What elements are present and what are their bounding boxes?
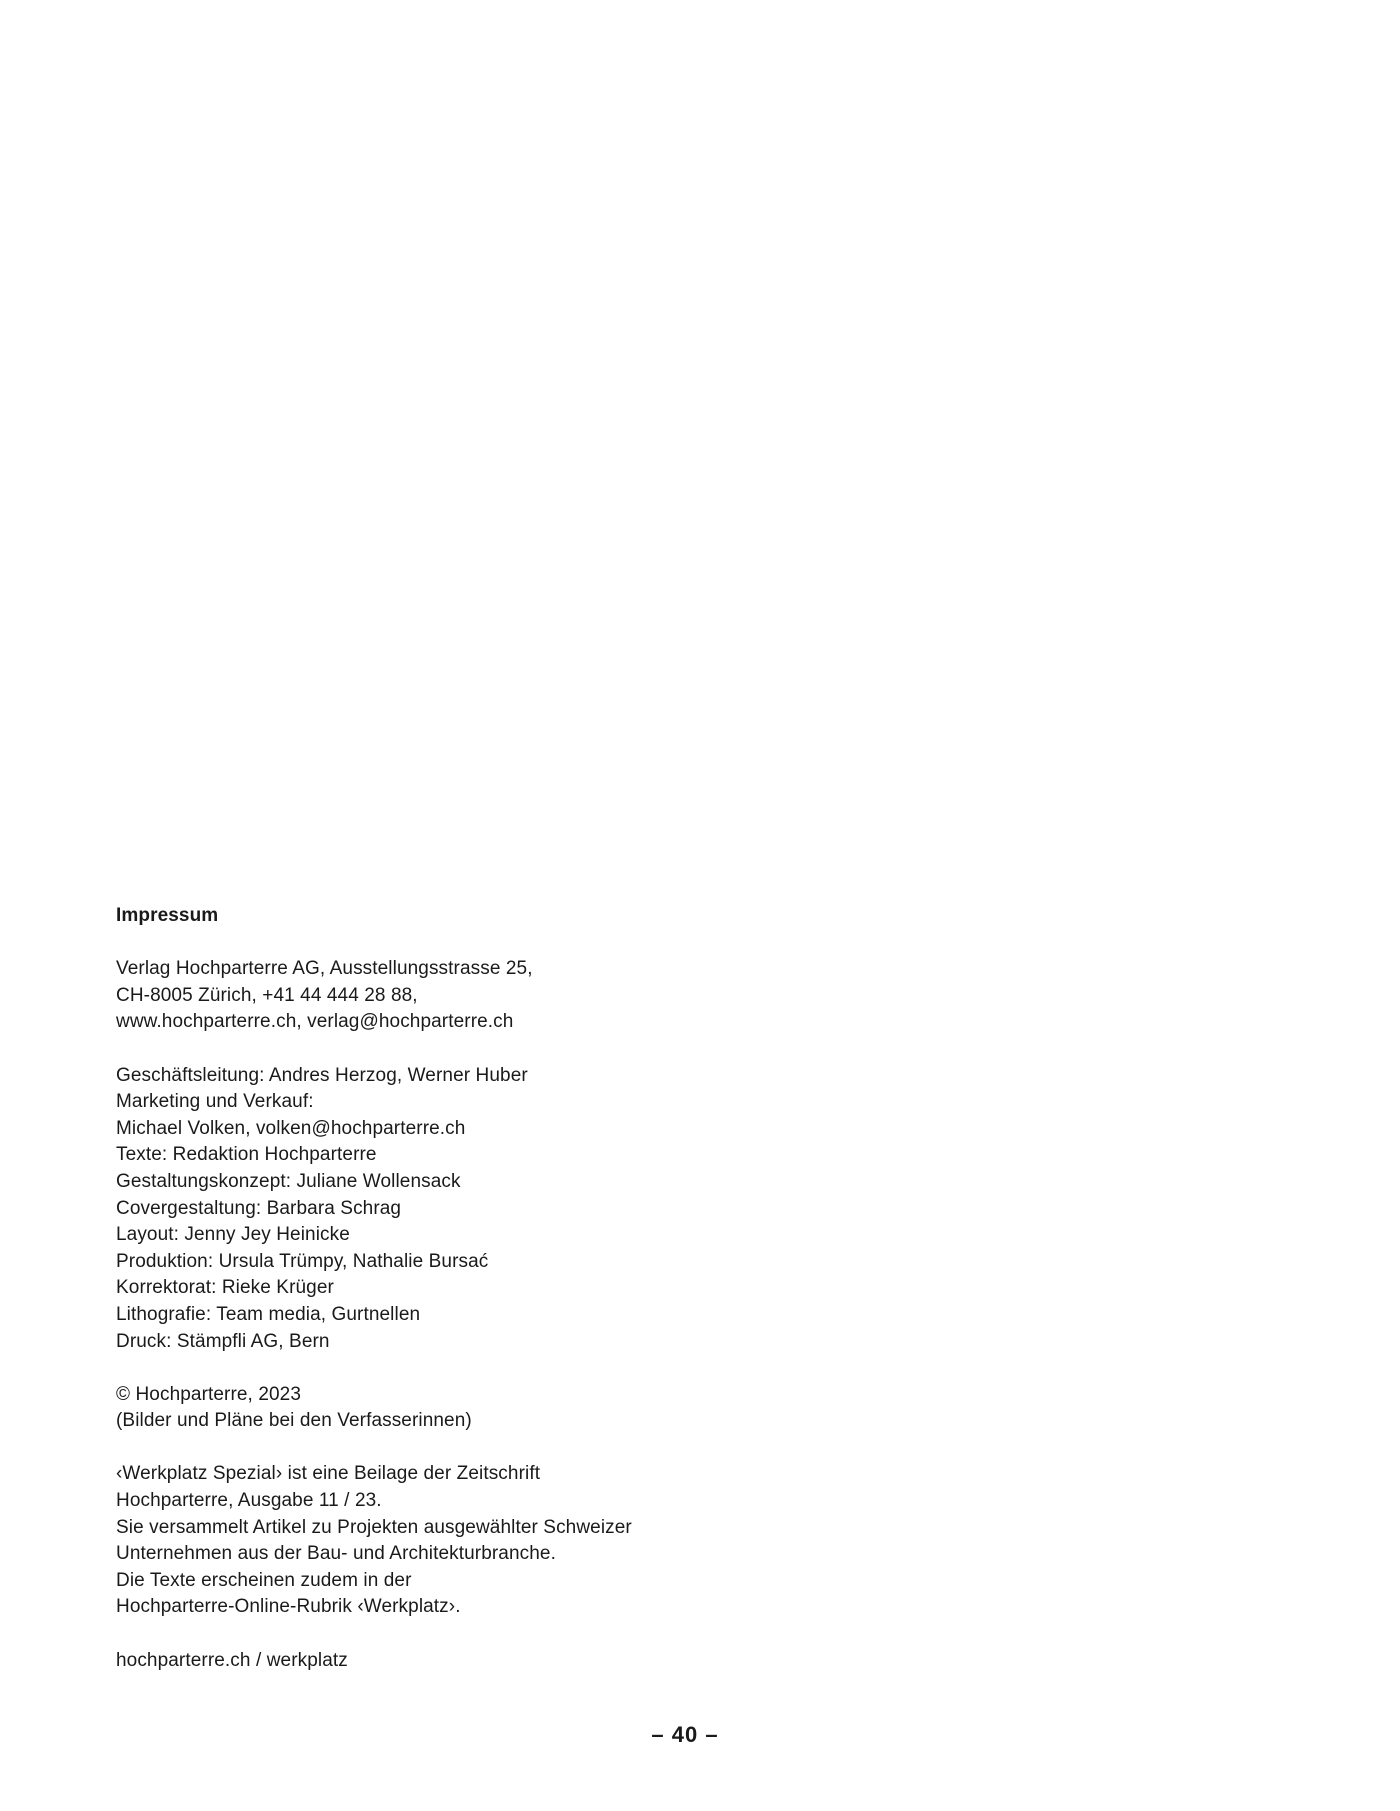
publisher-website-link[interactable]: www.hochparterre.ch, verlag@hochparterre.ch [116,1011,514,1033]
supplement-line-2: Hochparterre, Ausgabe 11 / 23. [116,1490,382,1512]
publisher-web-email-line [116,1009,716,1036]
credit-proofreading: Korrektorat: Rieke Krüger [116,1277,334,1299]
supplement-line-1: ‹Werkplatz Spezial› ist eine Beilage der Zeitschrift [116,1463,541,1485]
credits-paragraph [116,1063,716,1356]
werkplatz-link-paragraph [116,1648,716,1675]
credit-management: Geschäftsleitung: Andres Herzog, Werner Huber [116,1064,528,1086]
image-credits-line: (Bilder und Pläne bei den Verfasserinnen) [116,1410,472,1432]
credit-production: Produktion: Ursula Trümpy, Nathalie Bursać [116,1250,489,1272]
supplement-line-6: Hochparterre-Online-Rubrik ‹Werkplatz›. [116,1596,461,1618]
credit-cover-design: Covergestaltung: Barbara Schrag [116,1197,402,1219]
publisher-paragraph [116,956,716,1036]
supplement-description-paragraph [116,1461,716,1621]
publisher-city-phone-line: CH-8005 Zürich, +41 44 444 28 88, [116,984,418,1006]
credit-printing: Druck: Stämpfli AG, Bern [116,1330,330,1352]
page-number: – 40 – [651,1722,719,1747]
credit-texts: Texte: Redaktion Hochparterre [116,1144,377,1166]
supplement-line-3: Sie versammelt Artikel zu Projekten ausgewählter Schweizer [116,1516,632,1538]
impressum-heading: Impressum [116,905,219,926]
credit-marketing-contact: Michael Volken, volken@hochparterre.ch [116,1117,466,1139]
supplement-line-5: Die Texte erscheinen zudem in der [116,1569,412,1591]
impressum-section [116,903,716,1674]
credit-design-concept: Gestaltungskonzept: Juliane Wollensack [116,1170,461,1192]
credit-marketing-label: Marketing und Verkauf: [116,1091,314,1113]
copyright-paragraph [116,1382,716,1435]
supplement-line-4: Unternehmen aus der Bau- und Architekturbranche. [116,1543,556,1565]
credit-layout: Layout: Jenny Jey Heinicke [116,1224,350,1246]
copyright-line: © Hochparterre, 2023 [116,1383,301,1405]
credit-lithography: Lithografie: Team media, Gurtnellen [116,1303,421,1325]
werkplatz-link[interactable]: hochparterre.ch / werkplatz [116,1649,348,1671]
publisher-address-line: Verlag Hochparterre AG, Ausstellungsstrasse 25, [116,958,533,980]
